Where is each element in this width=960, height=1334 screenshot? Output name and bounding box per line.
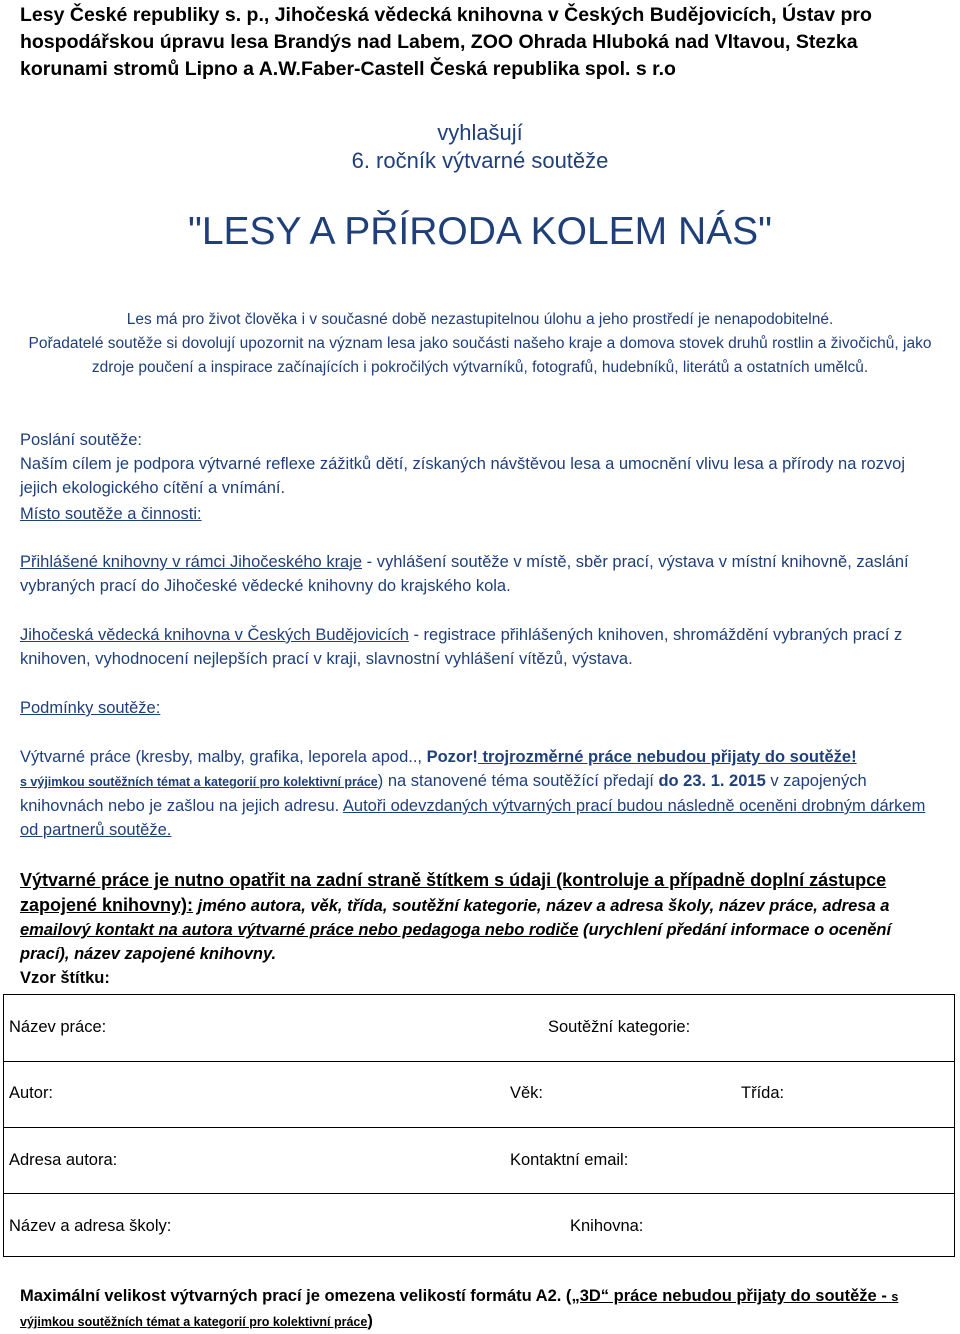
page-title: "LESY A PŘÍRODA KOLEM NÁS" [187,210,773,253]
divider [4,1193,954,1194]
footer-t4: ) [367,1312,373,1330]
place-paragraph-1 [20,550,945,598]
conditions-heading: Podmínky soutěže: [20,699,161,717]
footer-t1: Maximální velikost výtvarných prací je omezena velikostí formátu A2. ( [20,1287,572,1305]
place-p1-lead: Přihlášené knihovny v rámci Jihočeského kraje [20,553,363,571]
cond-3d-note: trojrozměrné práce nebudou přijaty do soutěže! [477,748,857,766]
place-paragraph-2 [20,623,945,671]
place-heading: Místo soutěže a činnosti: [20,505,202,523]
field-library-label: Knihovna: [570,1217,644,1235]
intro-block [20,308,940,380]
labeling-lead: Výtvarné práce je nutno opatřit na zadní straně štítkem s údaji (kontroluje a případně doplní zástupce zapojené knihovny): [20,870,887,915]
divider [4,1127,954,1128]
field-class-label: Třída: [741,1084,785,1102]
cond-t7: ) na stanovené téma soutěžící předají [377,772,659,790]
intro-line-2: Pořadatelé soutěže si dovolují upozornit na význam lesa jako součásti našeho kraje a domova stovek druhů rostlin a živočichů, jako zdroje poučení a inspirace začínajících i pokročilých výtvarníků, fotografů, hudebníků, literátů a ostatních umělců. [28,335,932,376]
cond-warning: Pozor! [426,748,478,766]
labeling-paragraph [20,868,945,990]
field-email-label: Kontaktní email: [510,1151,629,1169]
field-school-label: Název a adresa školy: [9,1217,172,1235]
cond-exception: s výjimkou soutěžních témat a kategorií pro kolektivní práce [20,775,378,789]
announce-verb: vyhlašují [437,120,523,145]
labeling-italic-underlined: emailový kontakt na autora výtvarné práce nebo pedagoga nebo rodiče [20,921,579,939]
sample-label-heading: Vzor štítku: [20,969,110,987]
cond-deadline: do 23. 1. 2015 [658,772,766,790]
field-category-label: Soutěžní kategorie: [548,1018,691,1036]
field-age-label: Věk: [510,1084,544,1102]
footer-note [20,1284,950,1334]
intro-line-1: Les má pro život člověka i v současné době nezastupitelnou úlohu a jeho prostředí je nenapodobitelné. [126,311,834,328]
field-name-label: Název práce: [9,1018,107,1036]
mission-section [20,428,940,500]
footer-exception: s výjimkou soutěžních témat a kategorií pro kolektivní práce [20,1290,899,1329]
place-p2-rest: - registrace přihlášených knihoven, shromáždění vybraných prací z knihoven, vyhodnocení nejlepších prací v kraji, slavnostní vyhlášení vítězů, výstava. [20,626,903,668]
announce-year: 6. ročník výtvarné soutěže [351,148,609,173]
conditions-paragraph [20,745,945,842]
cond-t1: Výtvarné práce (kresby, malby, grafika, leporela apod. [20,748,413,766]
cond-reward: Autoři odevzdaných výtvarných prací budou následně oceněni drobným dárkem od partnerů soutěže. [20,797,926,839]
place-p1-rest: - vyhlášení soutěže v místě, sběr prací, výstava v místní knihovně, zaslání vybraných prací do Jihočeské vědecké knihovny do krajského kola. [20,553,909,595]
mission-text: Naším cílem je podpora výtvarné reflexe zážitků dětí, získaných návštěvou lesa a umocnění vlivu lesa a přírody na rozvoj jejich ekologického cítění a vnímání. [20,455,906,497]
organizers-header: Lesy České republiky s. p., Jihočeská vědecká knihovna v Českých Budějovicích, Ústav pro hospodářskou úpravu lesa Brandýs nad Labem, ZOO Ohrada Hluboká nad Vltavou, Stezka korunami stromů Lipno a A.W.Faber-Castell Česká republika spol. s r.o [20,4,872,80]
sample-label-form [3,994,955,1257]
footer-3d-note: „3D“ práce nebudou přijaty do soutěže - [571,1287,892,1305]
mission-heading: Poslání soutěže: [20,431,142,449]
place-p2-lead: Jihočeská vědecká knihovna v Českých Budějovicích [20,626,409,644]
divider [4,1061,954,1062]
cond-t9: v zapojených knihovnách nebo je zašlou na jejich adresu. [20,772,867,815]
labeling-italic-2: (urychlení předání informace o ocenění prací), název zapojené knihovny. [20,921,892,963]
field-author-label: Autor: [9,1084,54,1102]
cond-t2: ., [412,748,427,766]
field-address-label: Adresa autora: [9,1151,118,1169]
labeling-italic-1: jméno autora, věk, třída, soutěžní kategorie, název a adresa školy, název práce, adresa a [193,897,890,915]
